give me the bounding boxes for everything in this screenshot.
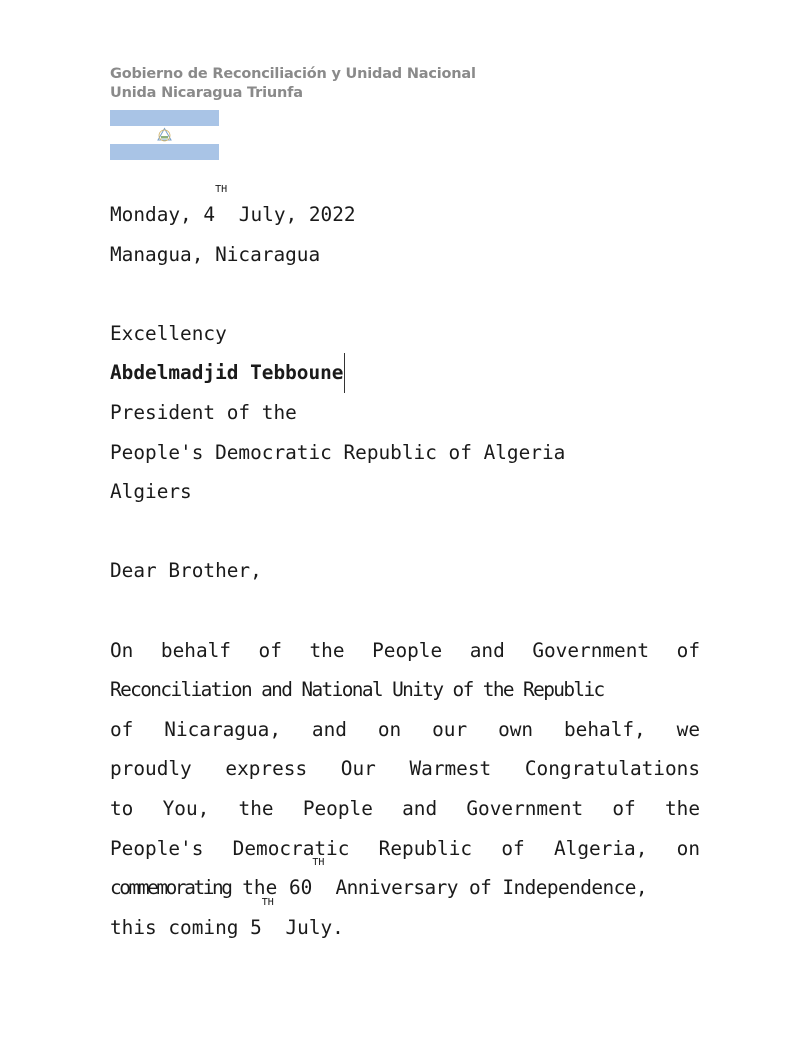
recipient-name: Abdelmadjid Tebboune xyxy=(110,353,345,393)
letter-place: Managua, Nicaragua xyxy=(110,242,321,266)
body-line: this coming 5TH July. xyxy=(110,896,344,939)
letter-greeting: Dear Brother, xyxy=(110,559,262,583)
nicaragua-flag-icon xyxy=(110,110,219,160)
body-line: of Nicaragua, and on our own behalf, we xyxy=(110,717,700,741)
recipient-title-line-1: President of the xyxy=(110,400,297,424)
body-line: commemorating the 60TH Anniversary of Independence, xyxy=(110,857,647,900)
letterhead xyxy=(110,65,476,103)
body-line: proudly express Our Warmest Congratulations xyxy=(110,757,700,781)
body-line: Reconciliation and National Unity of the Republic xyxy=(110,678,604,702)
recipient-salutation: Excellency xyxy=(110,321,227,345)
body-line: to You, the People and Government of the xyxy=(110,796,700,820)
letter-date: Monday, 4TH July, 2022 xyxy=(110,184,356,226)
recipient-city: Algiers xyxy=(110,480,192,504)
letterhead-government-name: Gobierno de Reconciliación y Unidad Nacional xyxy=(110,66,476,82)
recipient-name-line xyxy=(110,353,700,393)
body-line: On behalf of the People and Government of xyxy=(110,638,700,662)
letterhead-motto: Unida Nicaragua Triunfa xyxy=(110,85,303,101)
recipient-title-line-2: People's Democratic Republic of Algeria xyxy=(110,440,566,464)
letter-body xyxy=(110,184,700,947)
body-line: People's Democratic Republic of Algeria, on xyxy=(110,836,700,860)
